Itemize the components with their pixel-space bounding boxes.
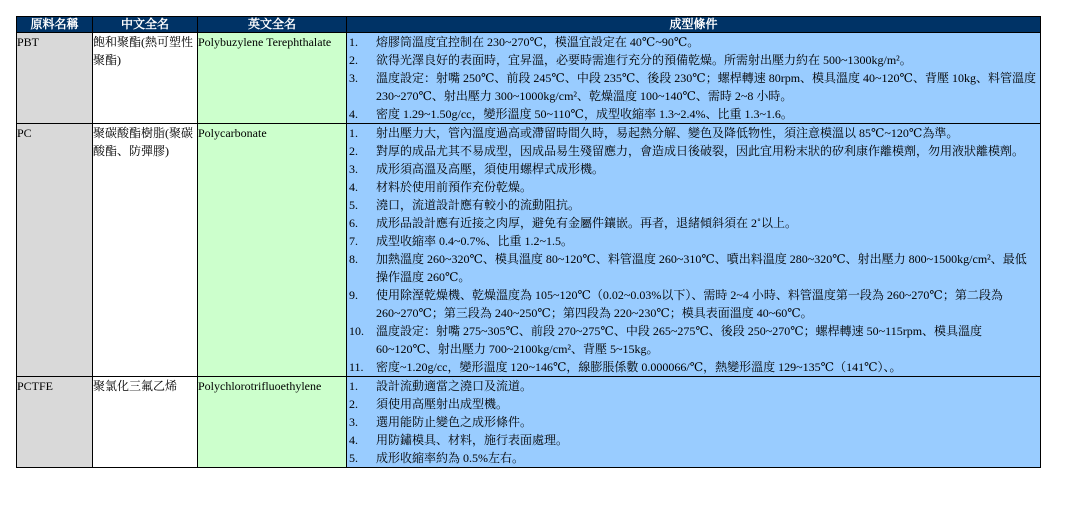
condition-list	[347, 124, 1040, 376]
condition-text: 成形須高溫及高壓，須使用螺桿式成形機。	[376, 162, 605, 176]
conditions-cell	[347, 377, 1041, 468]
condition-item	[347, 431, 1040, 449]
condition-text: 須使用高壓射出成型機。	[376, 397, 509, 411]
condition-number: 3.	[349, 162, 358, 176]
condition-number: 8.	[349, 252, 358, 266]
condition-number: 1.	[349, 126, 358, 140]
condition-item	[347, 377, 1040, 395]
header-chinese-name: 中文全名	[93, 17, 198, 33]
header-english-name: 英文全名	[198, 17, 347, 33]
condition-item	[347, 69, 1040, 105]
condition-text: 溫度設定：射嘴 250℃、前段 245℃、中段 235℃、後段 230℃；螺桿轉速 80rpm、模具溫度 40~120℃、背壓 10kg、料管溫度 230~270℃、射出壓力 300~1000kg/cm²、乾燥溫度 100~140℃、需時 2~8 小時。	[376, 71, 1036, 103]
condition-number: 9.	[349, 288, 358, 302]
condition-text: 澆口，流道設計應有較小的流動阻抗。	[376, 198, 581, 212]
table-row	[17, 377, 1041, 468]
condition-text: 欲得光澤良好的表面時，宜昇溫，必要時需進行充分的預備乾燥。所需射出壓力約在 500~1300kg/m²。	[376, 53, 912, 67]
condition-item	[347, 142, 1040, 160]
header-row	[17, 17, 1041, 33]
condition-list	[347, 33, 1040, 123]
condition-list	[347, 377, 1040, 467]
condition-text: 對厚的成品尤其不易成型，因成品易生殘留應力，會造成日後破裂，因此宜用粉末狀的矽利康作離模劑，勿用液狀離模劑。	[376, 144, 1025, 158]
condition-text: 材料於使用前預作充份乾燥。	[376, 180, 533, 194]
condition-item	[347, 286, 1040, 322]
condition-text: 密度~1.20g/cc，變形溫度 120~146℃，線膨脹係數 0.000066/℃，熱變形溫度 129~135℃（141℃）、。	[376, 360, 902, 374]
chinese-name: 飽和聚酯(熱可塑性聚酯)	[93, 33, 198, 124]
condition-number: 5.	[349, 198, 358, 212]
condition-text: 密度 1.29~1.50g/cc，變形溫度 50~110℃，成型收縮率 1.3~2.4%、比重 1.3~1.6。	[376, 107, 793, 121]
condition-item	[347, 196, 1040, 214]
condition-item	[347, 449, 1040, 467]
condition-item	[347, 232, 1040, 250]
condition-item	[347, 214, 1040, 232]
table-row	[17, 33, 1041, 124]
material-code: PCTFE	[17, 377, 93, 468]
condition-text: 成形收縮率約為 0.5%左右。	[376, 451, 524, 465]
condition-text: 用防鏽模具、材料，施行表面處理。	[376, 433, 569, 447]
condition-number: 1.	[349, 379, 358, 393]
condition-number: 6.	[349, 216, 358, 230]
condition-number: 5.	[349, 451, 358, 465]
condition-text: 射出壓力大，管內溫度過高或滯留時間久時，易起熱分解、變色及降低物性，須注意模溫以 85℃~120℃為準。	[376, 126, 959, 140]
conditions-cell	[347, 33, 1041, 124]
condition-number: 4.	[349, 433, 358, 447]
condition-number: 11.	[349, 360, 364, 374]
condition-text: 設計流動適當之澆口及流道。	[376, 379, 533, 393]
condition-number: 4.	[349, 180, 358, 194]
condition-text: 成形品設計應有近接之肉厚，避免有金屬件鑲嵌。再者，退緒傾斜須在 2˚以上。	[376, 216, 797, 230]
english-name: Polychlorotrifluoethylene	[198, 377, 347, 468]
table-row	[17, 124, 1041, 377]
english-name: Polycarbonate	[198, 124, 347, 377]
condition-item	[347, 105, 1040, 123]
condition-item	[347, 124, 1040, 142]
english-name: Polybuzylene Terephthalate	[198, 33, 347, 124]
condition-item	[347, 178, 1040, 196]
condition-item	[347, 413, 1040, 431]
condition-number: 3.	[349, 415, 358, 429]
header-material-code: 原料名稱	[17, 17, 93, 33]
material-code: PC	[17, 124, 93, 377]
condition-item	[347, 51, 1040, 69]
condition-item	[347, 250, 1040, 286]
condition-number: 3.	[349, 71, 358, 85]
condition-number: 1.	[349, 35, 358, 49]
condition-number: 2.	[349, 53, 358, 67]
condition-item	[347, 33, 1040, 51]
molding-conditions-table	[16, 16, 1041, 468]
chinese-name: 聚碳酸酯樹脂(聚碳酸酯、防彈膠)	[93, 124, 198, 377]
condition-item	[347, 160, 1040, 178]
condition-number: 7.	[349, 234, 358, 248]
condition-text: 熔膠筒溫度宜控制在 230~270℃，模溫宜設定在 40℃~90℃。	[376, 35, 700, 49]
material-code: PBT	[17, 33, 93, 124]
condition-item	[347, 395, 1040, 413]
condition-number: 2.	[349, 397, 358, 411]
condition-text: 成型收縮率 0.4~0.7%、比重 1.2~1.5。	[376, 234, 573, 248]
condition-item	[347, 322, 1040, 358]
condition-text: 溫度設定：射嘴 275~305℃、前段 270~275℃、中段 265~275℃、後段 250~270℃；螺桿轉速 50~115rpm、模具溫度 60~120℃、射出壓力 700~2100kg/cm²、背壓 5~15kg。	[376, 324, 983, 356]
conditions-cell	[347, 124, 1041, 377]
condition-number: 2.	[349, 144, 358, 158]
condition-text: 使用除溼乾燥機、乾燥溫度為 105~120℃（0.02~0.03%以下）、需時 2~4 小時、料管溫度第一段為 260~270℃；第二段為 260~270℃；第三段為 240~250℃；第四段為 220~230℃；模具表面溫度 40~60℃。	[376, 288, 1003, 320]
condition-number: 4.	[349, 107, 358, 121]
condition-item	[347, 358, 1040, 376]
header-molding-conditions: 成型條件	[347, 17, 1041, 33]
condition-number: 10.	[349, 324, 364, 338]
condition-text: 加熱溫度 260~320℃、模具溫度 80~120℃、料管溫度 260~310℃、噴出料溫度 280~320℃、射出壓力 800~1500kg/cm²、最低操作溫度 260℃。	[376, 252, 1027, 284]
condition-text: 選用能防止變色之成形條件。	[376, 415, 533, 429]
chinese-name: 聚氯化三氟乙烯	[93, 377, 198, 468]
